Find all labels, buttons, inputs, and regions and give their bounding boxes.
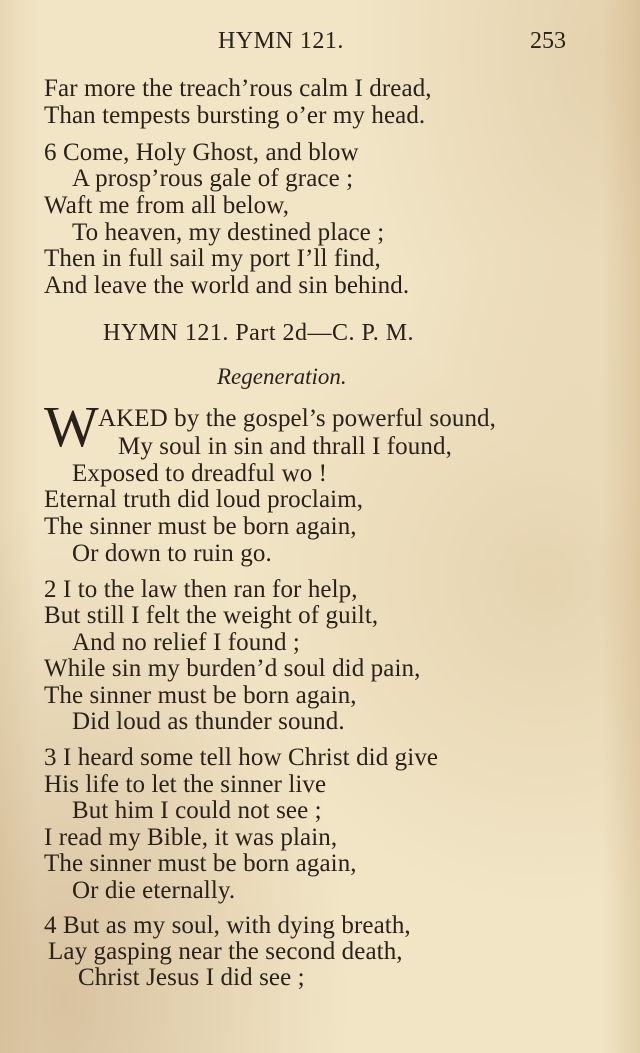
verse-line: Or die eternally. [72,877,236,904]
verse-line: 3 I heard some tell how Christ did give [44,744,439,771]
verse-line: I read my Bible, it was plain, [44,824,338,851]
verse-line: The sinner must be born again, [44,682,357,709]
verse-line: Far more the treach’rous calm I dread, [44,75,432,102]
running-header: HYMN 121. [218,28,344,54]
verse-line: Or down to ruin go. [72,540,272,567]
verse-line: The sinner must be born again, [44,850,357,877]
verse-line: Waft me from all below, [44,192,290,219]
verse-line: While sin my burden’d soul did pain, [44,655,421,682]
verse-line: 4 But as my soul, with dying breath, [44,912,411,939]
verse-line: A prosp’rous gale of grace ; [72,165,354,192]
verse-line: His life to let the sinner live [44,771,327,798]
verse-line: Christ Jesus I did see ; [78,964,305,991]
hymn-heading: HYMN 121. Part 2d—C. P. M. [103,320,415,346]
verse-line: Did loud as thunder sound. [72,708,345,735]
verse-line: Than tempests bursting o’er my head. [44,102,426,129]
verse-line: My soul in sin and thrall I found, [118,433,452,460]
verse-line: AKED by the gospel’s powerful sound, [98,405,496,432]
verse-line: 6 Come, Holy Ghost, and blow [44,139,359,166]
verse-line: 2 I to the law then ran for help, [44,576,358,603]
hymn-subtitle: Regeneration. [217,364,347,389]
verse-line: Eternal truth did loud proclaim, [44,486,364,513]
drop-cap: W [44,394,99,459]
verse-line: But still I felt the weight of guilt, [44,602,379,629]
verse-line: And leave the world and sin behind. [44,272,410,299]
verse-line: But him I could not see ; [72,797,322,824]
verse-line: Exposed to dreadful wo ! [72,460,328,487]
page-number: 253 [530,28,566,54]
verse-line: Then in full sail my port I’ll find, [44,245,381,272]
verse-line: The sinner must be born again, [44,513,357,540]
verse-line: To heaven, my destined place ; [72,219,385,246]
verse-line: Lay gasping near the second death, [48,938,403,965]
verse-line: And no relief I found ; [72,629,300,656]
